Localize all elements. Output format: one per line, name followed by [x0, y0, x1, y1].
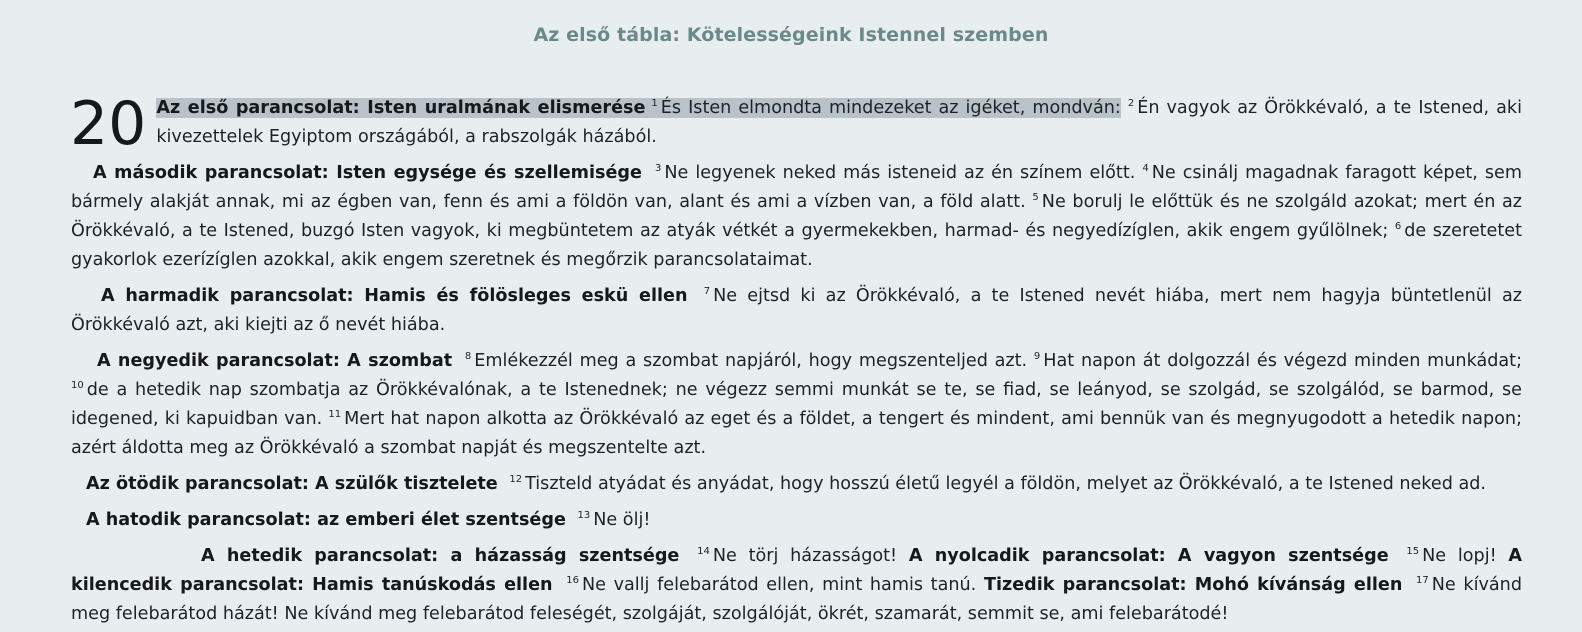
heading-commandment-1: Az első parancsolat: Isten uralmának elismerése — [156, 98, 646, 118]
verse-text: de szeretetet gyakorlok ezerízíglen azokkal, akik engem szeretnek és megőrzik parancsolataimat. — [71, 221, 1522, 270]
verse-text: Ne ölj! — [593, 510, 651, 530]
paragraph-commandment-3 — [71, 282, 1522, 340]
verse-number: 16 — [566, 575, 579, 586]
paragraph-commandment-5 — [71, 470, 1522, 499]
verse-number: 10 — [71, 380, 84, 391]
heading-commandment-4: A negyedik parancsolat: A szombat — [97, 351, 453, 371]
verse-number: 2 — [1127, 98, 1135, 109]
verse-text: Emlékezzél meg a szombat napjáról, hogy megszenteljed azt. — [474, 351, 1028, 371]
verse-number: 4 — [1142, 163, 1149, 174]
paragraph-commandment-2 — [71, 159, 1522, 275]
scripture-text — [70, 89, 1523, 632]
paragraph-commandment-4 — [71, 347, 1522, 463]
heading-commandment-2: A második parancsolat: Isten egysége és szellemisége — [93, 163, 642, 183]
verse-text: Tiszteld atyádat és anyádat, hogy hosszú életű legyél a földön, melyet az Örökkévaló, a te Istened neked ad. — [525, 474, 1486, 494]
verse-number: 8 — [464, 351, 472, 362]
heading-commandment-7: A hetedik parancsolat: a házasság szentsége — [201, 546, 680, 566]
verse-text: Ne lopj! — [1422, 546, 1497, 566]
verse-text: Én vagyok az Örökkévaló, a te Istened, aki kivezettelek Egyiptom országából, a rabszolgák házából. — [156, 98, 1523, 147]
paragraph-commandment-1 — [70, 89, 1523, 159]
verse-number: 7 — [703, 286, 711, 297]
verse-text: Ne kívánd meg felebarátod házát! Ne kívánd meg felebarátod feleségét, szolgáját, szolgálóját, ökrét, szamarát, semmit se, ami felebarátodé! — [71, 575, 1522, 624]
paragraph-commandments-7-10 — [71, 542, 1522, 629]
verse-number: 9 — [1033, 351, 1041, 362]
verse-number: 12 — [509, 474, 523, 485]
verse-number: 3 — [654, 163, 662, 174]
verse-text: Hat napon át dolgozzál és végezd minden munkádat; — [1043, 351, 1523, 371]
verse-number: 5 — [1032, 192, 1039, 203]
verse-text: Ne vallj felebarátod ellen, mint hamis tanú. — [581, 575, 977, 595]
heading-commandment-9: A kilencedik parancsolat: Hamis tanúskodás ellen — [71, 546, 1523, 595]
verse-text: Ne borulj le előttük és ne szolgáld azokat; mert én az Örökkévaló, a te Istened, buzgó Isten vagyok, ki megbüntetem az atyák vétkét a gyermekekben, harmad- és negyedízíglen, akik engem gyűlölnek; — [71, 192, 1523, 241]
verse-text: És Isten elmondta mindezeket az igéket, mondván: — [660, 98, 1121, 118]
verse-number: 15 — [1406, 546, 1420, 557]
heading-commandment-3: A harmadik parancsolat: Hamis és fölösleges eskü ellen — [101, 286, 688, 306]
verse-text: Ne csinálj magadnak faragott képet, sem bármely alakját annak, mi az égben van, fenn és ami a földön van, alant és ami a vízben van, a föld alatt. — [71, 163, 1523, 212]
verse-number: 1 — [651, 98, 658, 109]
verse-number: 17 — [1416, 575, 1429, 586]
verse-number: 6 — [1394, 221, 1402, 232]
section-title: Az első tábla: Kötelességeink Istennel szemben — [533, 24, 1049, 46]
heading-commandment-10: Tizedik parancsolat: Mohó kívánság ellen — [983, 575, 1403, 595]
verse-text: Mert hat napon alkotta az Örökkévaló az eget és a földet, a tengert és mindent, ami bennük van és megnyugodott a hetedik napon; azért áldotta meg az Örökkévaló a szombat napját és megszentelte azt. — [71, 409, 1523, 458]
chapter-number: 20 — [70, 89, 147, 159]
heading-commandment-5: Az ötödik parancsolat: A szülők tisztelete — [86, 474, 498, 494]
verse-text: Ne legyenek neked más isteneid az én színem előtt. — [664, 163, 1136, 183]
verse-text: Ne ejtsd ki az Örökkévaló, a te Istened nevét hiába, mert nem hagyja büntetlenül az Örökkévaló azt, aki kiejti az ő nevét hiába. — [71, 286, 1523, 335]
highlighted-selection[interactable] — [156, 98, 1120, 118]
paragraph-commandment-6 — [71, 506, 1522, 535]
verse-number: 13 — [577, 510, 591, 521]
heading-commandment-6: A hatodik parancsolat: az emberi élet szentsége — [86, 510, 566, 530]
verse-number: 11 — [328, 409, 342, 420]
verse-text: Ne törj házasságot! — [712, 546, 898, 566]
heading-commandment-8: A nyolcadik parancsolat: A vagyon szentsége — [908, 546, 1389, 566]
verse-text: de a hetedik nap szombatja az Örökkévalónak, a te Istenednek; ne végezz semmi munkát se te, se fiad, se leányod, se szolgád, se szolgálód, se barmod, se idegened, ki kapuidban van. — [71, 380, 1522, 429]
verse-number: 14 — [697, 546, 710, 557]
